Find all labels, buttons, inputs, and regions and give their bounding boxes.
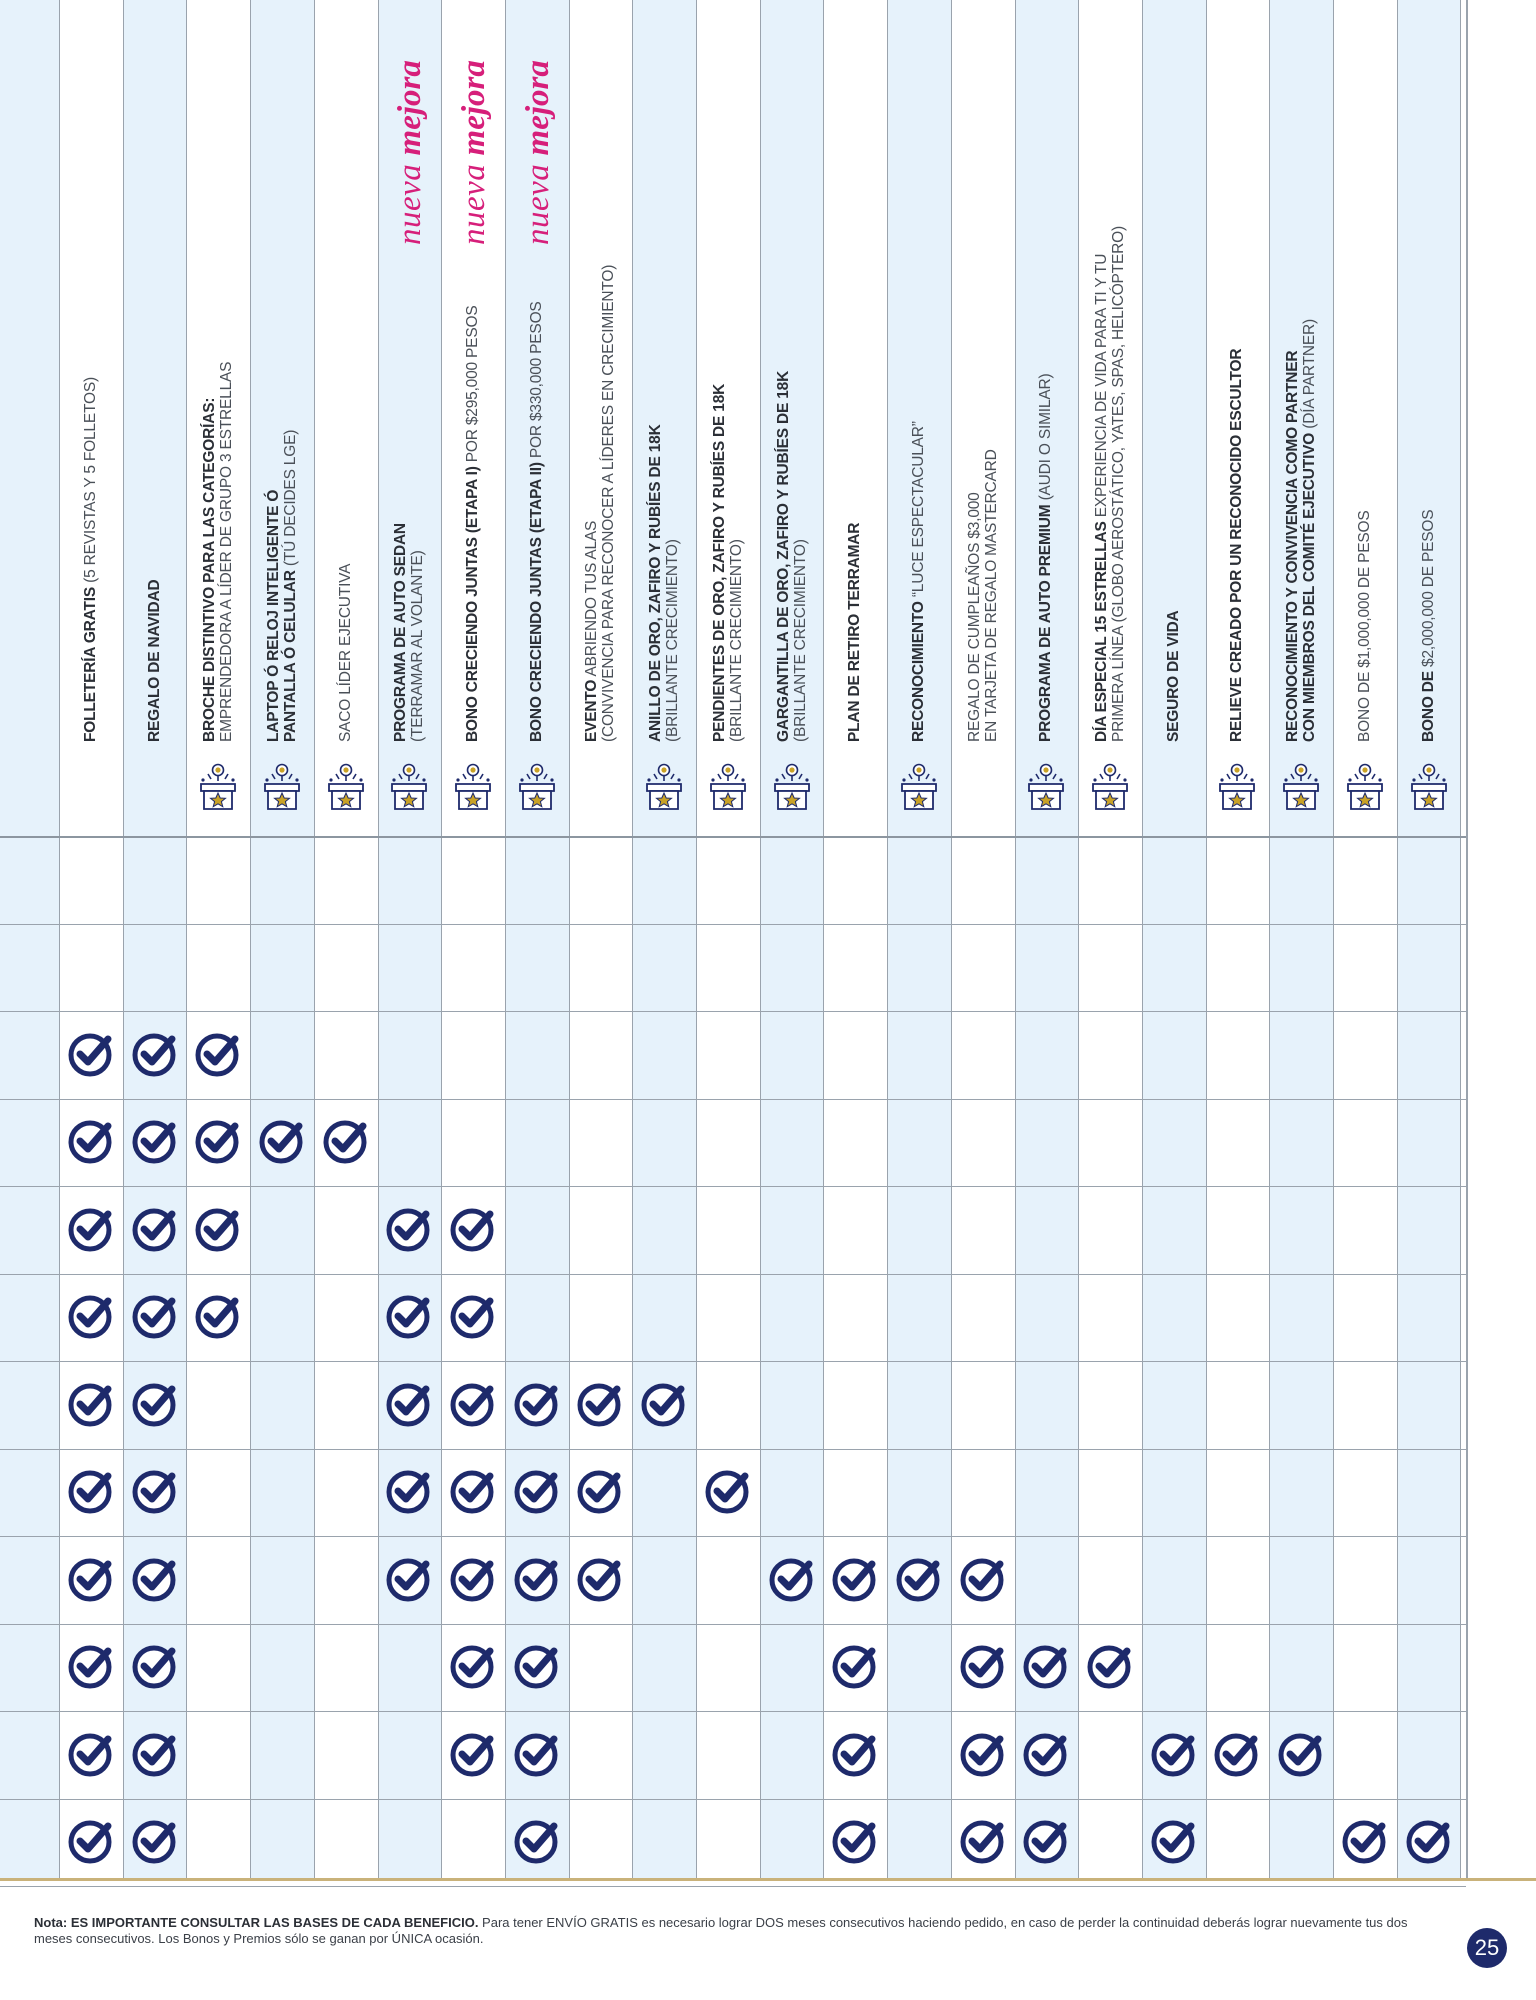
benefit-label-bold: RECONOCIMIENTO [909,601,927,742]
checkmark-icon [66,1029,116,1079]
benefit-header [632,0,696,836]
note-label: Nota: [34,1915,71,1930]
checkmark-icon [66,1379,116,1429]
benefit-label-subtext: (BRILLANTE CRECIMIENTO) [791,539,809,742]
benefit-label-bold: BONO CRECIENDO JUNTAS (ETAPA I) [464,466,482,742]
benefit-label [583,265,617,742]
benefit-label-text: SACO LÍDER EJECUTIVA [336,563,354,742]
gift-box-icon [1345,762,1385,812]
gift-box-icon [517,762,557,812]
benefit-label [966,449,1000,742]
checkmark-icon [321,1116,371,1166]
checkmark-icon [1212,1729,1262,1779]
nueva-mejora-badge [456,60,493,245]
nueva-mejora-badge [520,60,557,245]
checkmark-icon [767,1554,817,1604]
benefit-label [910,421,927,742]
row-divider [0,1274,1466,1275]
checkmark-icon [830,1554,880,1604]
checkmark-icon [384,1379,434,1429]
benefit-header [696,0,760,836]
gift-box-icon [1409,762,1449,812]
benefit-label-bold: BONO CRECIENDO JUNTAS (ETAPA II) [527,462,545,742]
checkmark-icon [1276,1729,1326,1779]
benefit-label-bold: PROGRAMA DE AUTO PREMIUM [1037,504,1055,742]
checkmark-icon [66,1816,116,1866]
checkmark-icon [130,1204,180,1254]
benefit-header [123,0,187,836]
benefit-label [464,306,481,742]
benefit-header [887,0,951,836]
checkmark-icon [639,1379,689,1429]
badge-word-nueva: nueva [519,163,556,245]
benefit-label-text: (AUDI O SIMILAR) [1037,373,1055,505]
checkmark-icon [958,1641,1008,1691]
badge-word-mejora: mejora [456,60,493,156]
checkmark-icon [130,1816,180,1866]
benefit-label [337,564,354,742]
benefit-label-bold: RELIEVE CREADO POR UN RECONOCIDO ESCULTOR [1228,348,1246,742]
checkmark-icon [66,1204,116,1254]
checkmark-icon [66,1641,116,1691]
checkmark-icon [384,1204,434,1254]
benefit-header [1078,0,1142,836]
checkmark-icon [1021,1816,1071,1866]
benefit-label [146,579,163,742]
gift-box-icon [1281,762,1321,812]
benefit-label-text: POR $330,000 PESOS [527,301,545,463]
badge-word-nueva: nueva [392,163,429,245]
benefit-label [1037,374,1054,742]
checkmark-icon [193,1029,243,1079]
benefit-label [265,430,299,742]
checkmark-icon [384,1466,434,1516]
nueva-mejora-badge [392,60,429,245]
benefit-label-subtext: (DÍA PARTNER) [1301,319,1319,433]
checkmark-icon [575,1554,625,1604]
benefit-header [1269,0,1333,836]
checkmark-icon [448,1554,498,1604]
benefit-label [201,362,235,742]
checkmark-icon [448,1466,498,1516]
gift-box-icon [389,762,429,812]
checkmark-icon [1149,1729,1199,1779]
benefit-label-subtext: (CONVIVENCIA PARA RECONOCER A LÍDERES EN CRECIMIENTO) [600,264,618,742]
benefit-label-text: ABRIENDO TUS ALAS [583,520,601,680]
checkmark-icon [1085,1641,1135,1691]
checkmark-icon [958,1816,1008,1866]
benefit-header [186,0,250,836]
checkmark-icon [130,1641,180,1691]
benefit-header [250,0,314,836]
checkmark-icon [130,1116,180,1166]
checkmark-icon [830,1729,880,1779]
benefit-label-bold: PENDIENTES DE ORO, ZAFIRO Y RUBÍES DE 18K [710,383,728,742]
benefit-header [569,0,633,836]
checkmark-icon [66,1729,116,1779]
benefit-label-bold: PLAN DE RETIRO TERRAMAR [846,522,864,742]
benefit-label-subtext: EN TARJETA DE REGALO MASTERCARD [982,449,1000,742]
note-bold: ES IMPORTANTE CONSULTAR LAS BASES DE CADA BENEFICIO. [70,1915,479,1930]
benefit-header [441,0,505,836]
gift-box-icon [198,762,238,812]
checkmark-icon [512,1729,562,1779]
benefit-label-bold: SEGURO DE VIDA [1164,610,1182,742]
checkmark-icon [830,1641,880,1691]
checkmark-icon [448,1379,498,1429]
gift-box-icon [1026,762,1066,812]
benefit-label [1420,510,1437,742]
benefit-label [1356,510,1373,742]
checkmark-icon [1340,1816,1390,1866]
table-right-border [1466,0,1468,1878]
checkmark-icon [193,1116,243,1166]
checkmark-icon [575,1379,625,1429]
benefit-header [505,0,569,836]
badge-word-nueva: nueva [456,163,493,245]
footer-note [34,1915,1434,1947]
checkmark-icon [512,1379,562,1429]
benefit-label-text: REGALO DE CUMPLEAÑOS $3,000 [965,492,983,742]
benefit-label-bold: CON MIEMBROS DEL COMITÉ EJECUTIVO [1301,432,1319,742]
row-divider [0,1886,1466,1887]
benefit-label-bold: RECONOCIMIENTO Y CONVIVENCIA COMO PARTNER [1284,350,1302,742]
benefit-label-subtext: (TERRAMAR AL VOLANTE) [409,550,427,742]
checkmark-icon [958,1554,1008,1604]
benefit-label [82,377,99,742]
benefit-label-subtext: EMPRENDEDORA A LÍDER DE GRUPO 3 ESTRELLAS [218,361,236,742]
gift-box-icon [326,762,366,812]
row-divider [0,1099,1466,1100]
gift-box-icon [708,762,748,812]
gift-box-icon [453,762,493,812]
benefit-label [1228,349,1245,742]
checkmark-icon [894,1554,944,1604]
checkmark-icon [257,1116,307,1166]
benefit-label [528,301,545,742]
benefit-label-bold: FOLLETERÍA GRATIS [81,586,99,742]
benefit-label [1284,319,1318,742]
checkmark-icon [384,1291,434,1341]
benefit-label-bold: BROCHE DISTINTIVO PARA LAS CATEGORÍAS: [201,397,219,742]
header-divider [0,836,1466,838]
checkmark-icon [66,1116,116,1166]
page-number: 25 [1467,1928,1507,1968]
checkmark-icon [512,1641,562,1691]
row-divider [0,1186,1466,1187]
benefit-label-subtext: (BRILLANTE CRECIMIENTO) [727,539,745,742]
benefit-label [775,371,809,742]
benefit-label-bold: EVENTO [583,679,601,742]
checkmark-icon [66,1466,116,1516]
badge-word-mejora: mejora [392,60,429,156]
checkmark-icon [512,1466,562,1516]
checkmark-icon [66,1291,116,1341]
benefit-header [1206,0,1270,836]
benefit-label [392,523,426,742]
benefit-header [314,0,378,836]
gift-box-icon [1217,762,1257,812]
checkmark-icon [193,1204,243,1254]
row-divider [0,1799,1466,1800]
benefit-label [1165,610,1182,742]
checkmark-icon [130,1379,180,1429]
left-margin [0,0,59,1878]
gift-box-icon [644,762,684,812]
benefit-label-text: “LUCE ESPECTACULAR” [909,421,927,602]
checkmark-icon [830,1816,880,1866]
row-divider [0,1711,1466,1712]
benefit-label-subtext: (TÚ DECIDES LGE) [281,429,299,571]
checkmark-icon [1021,1729,1071,1779]
footer-divider [0,1878,1536,1881]
benefit-label-bold: BONO DE [1419,671,1437,742]
checkmark-icon [193,1291,243,1341]
benefit-header [951,0,1015,836]
checkmark-icon [130,1466,180,1516]
row-divider [0,924,1466,925]
benefit-header [823,0,887,836]
benefit-label-text: (5 REVISTAS Y 5 FOLLETOS) [81,377,99,587]
benefit-label-bold: PANTALLA Ó CELULAR [281,570,299,742]
checkmark-icon [130,1729,180,1779]
benefit-header [1015,0,1079,836]
row-divider [0,1624,1466,1625]
benefit-label-bold: DÍA ESPECIAL 15 ESTRELLAS [1093,521,1111,742]
checkmark-icon [575,1466,625,1516]
benefit-header [1142,0,1206,836]
benefit-label-text: BONO DE $1,000,000 DE PESOS [1355,510,1373,742]
checkmark-icon [384,1554,434,1604]
checkmark-icon [958,1729,1008,1779]
benefit-label-bold: LAPTOP Ó RELOJ INTELIGENTE Ó [264,489,282,742]
gift-box-icon [262,762,302,812]
benefit-header [59,0,123,836]
benefit-label [647,424,681,742]
checkmark-icon [130,1029,180,1079]
checkmark-icon [130,1291,180,1341]
checkmark-icon [448,1729,498,1779]
checkmark-icon [1021,1641,1071,1691]
benefit-header [378,0,442,836]
checkmark-icon [66,1554,116,1604]
gift-box-icon [899,762,939,812]
benefit-label [711,384,745,742]
checkmark-icon [448,1641,498,1691]
benefit-label-bold: PROGRAMA DE AUTO SEDAN [392,523,410,742]
checkmark-icon [448,1204,498,1254]
benefit-label-bold: ANILLO DE ORO, ZAFIRO Y RUBÍES DE 18K [647,424,665,742]
benefit-label-bold: REGALO DE NAVIDAD [145,579,163,742]
checkmark-icon [1149,1816,1199,1866]
benefit-label-text: $2,000,000 DE PESOS [1419,509,1437,672]
benefit-label-subtext: (BRILLANTE CRECIMIENTO) [664,539,682,742]
benefit-header [760,0,824,836]
row-divider [0,1011,1466,1012]
row-divider [0,1361,1466,1362]
checkmark-icon [512,1816,562,1866]
benefit-label [1093,226,1127,742]
checkmark-icon [512,1554,562,1604]
benefit-header [1397,0,1461,836]
benefit-label-text: POR $295,000 PESOS [464,305,482,467]
row-divider [0,1536,1466,1537]
checkmark-icon [703,1466,753,1516]
benefit-label-bold: GARGANTILLA DE ORO, ZAFIRO Y RUBÍES DE 18K [774,370,792,742]
row-divider [0,1449,1466,1450]
note-rest: Para tener ENVÍO GRATIS es necesario lograr DOS meses consecutivos haciendo pedido, en caso de perder la continuidad deberás lograr nuevamente tus dos meses consecutivos. Los Bonos y Premios sólo se ganan por ÚNICA ocasión. [34,1915,1408,1946]
checkmark-icon [1404,1816,1454,1866]
gift-box-icon [1090,762,1130,812]
benefit-label [846,523,863,742]
gift-box-icon [772,762,812,812]
benefit-label-text: EXPERIENCIA DE VIDA PARA TI Y TU [1093,253,1111,522]
checkmark-icon [448,1291,498,1341]
benefit-header [1333,0,1397,836]
checkmark-icon [130,1554,180,1604]
badge-word-mejora: mejora [519,60,556,156]
benefit-label-subtext: PRIMERA LÍNEA (GLOBO AEROSTÁTICO, YATES, SPAS, HELICÓPTERO) [1110,226,1128,742]
